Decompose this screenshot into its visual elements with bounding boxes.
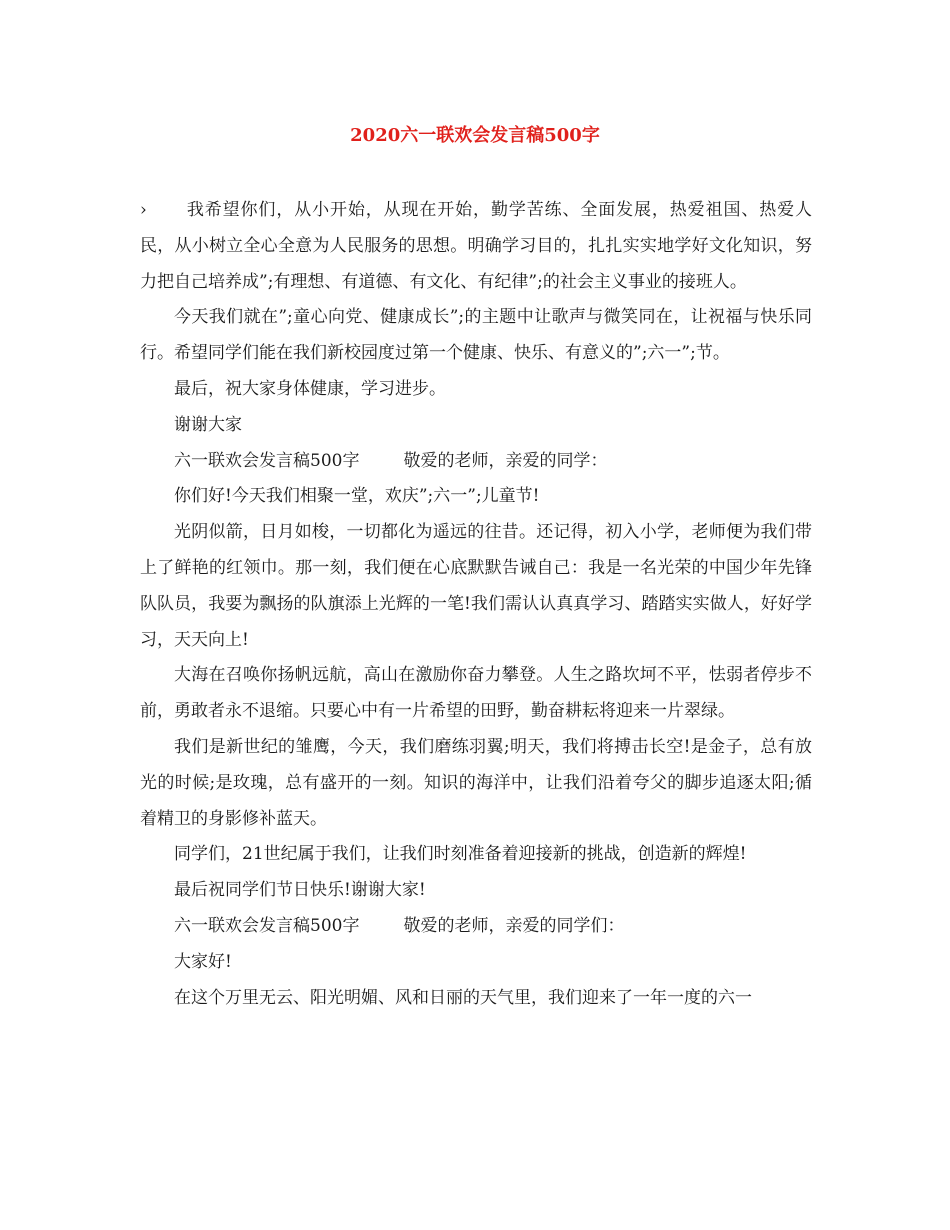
paragraph-6: 你们好!今天我们相聚一堂，欢庆”;六一”;儿童节! <box>174 486 540 507</box>
paragraph-4: 谢谢大家 <box>174 414 242 435</box>
speech-2-heading: 六一联欢会发言稿500字 <box>174 450 360 471</box>
paragraph-8: 大海在召唤你扬帆远航，高山在激励你奋力攀登。人生之路坎坷不平，怯弱者停步不前，勇敢者永不退缩。只要心中有一片希望的田野，勤奋耕耘将迎来一片翠绿。 <box>140 665 812 722</box>
document-title: 2020六一联欢会发言稿500字 <box>350 125 600 146</box>
paragraph-1-text: 我希望你们，从小开始，从现在开始，勤学苦练、全面发展，热爱祖国、热爱人民，从小树立全心全意为人民服务的思想。明确学习目的，扎扎实实地学好文化知识，努力把自己培养成”;有理想、有道德、有文化、有纪律”;的社会主义事业的接班人。 <box>140 200 812 292</box>
paragraph-9: 我们是新世纪的雏鹰，今天，我们磨练羽翼;明天，我们将搏击长空!是金子，总有放光的时候;是玫瑰，总有盛开的一刻。知识的海洋中，让我们沿着夸父的脚步追逐太阳;循着精卫的身影修补蓝天。 <box>140 736 812 829</box>
paragraph-14: 在这个万里无云、阳光明媚、风和日丽的天气里，我们迎来了一年一度的六一 <box>174 987 752 1008</box>
paragraph-13: 大家好! <box>174 951 232 972</box>
speech-3-heading-line <box>140 909 812 945</box>
speech-3-heading: 六一联欢会发言稿500字 <box>174 915 360 936</box>
paragraph-3: 最后，祝大家身体健康，学习进步。 <box>174 378 446 399</box>
speech-3-greeting: 敬爱的老师，亲爱的同学们： <box>403 915 625 936</box>
document-body <box>140 193 812 1016</box>
paragraph-2: 今天我们就在”;童心向党、健康成长”;的主题中让歌声与微笑同在，让祝福与快乐同行。希望同学们能在我们新校园度过第一个健康、快乐、有意义的”;六一”;节。 <box>140 307 812 364</box>
speech-2-greeting: 敬爱的老师，亲爱的同学： <box>403 450 608 471</box>
paragraph-7: 光阴似箭，日月如梭，一切都化为遥远的往昔。还记得，初入小学，老师便为我们带上了鲜艳的红领巾。那一刻，我们便在心底默默告诫自己：我是一名光荣的中国少年先锋队队员，我要为飘扬的队旗添上光辉的一笔!我们需认认真真学习、踏踏实实做人，好好学习，天天向上! <box>140 522 812 650</box>
paragraph-10: 同学们，21世纪属于我们，让我们时刻准备着迎接新的挑战，创造新的辉煌! <box>174 844 747 865</box>
bullet-marker-icon: › <box>140 200 147 220</box>
paragraph-11: 最后祝同学们节日快乐!谢谢大家! <box>174 880 426 901</box>
paragraph-1 <box>140 193 812 300</box>
speech-2-heading-line <box>140 444 812 480</box>
